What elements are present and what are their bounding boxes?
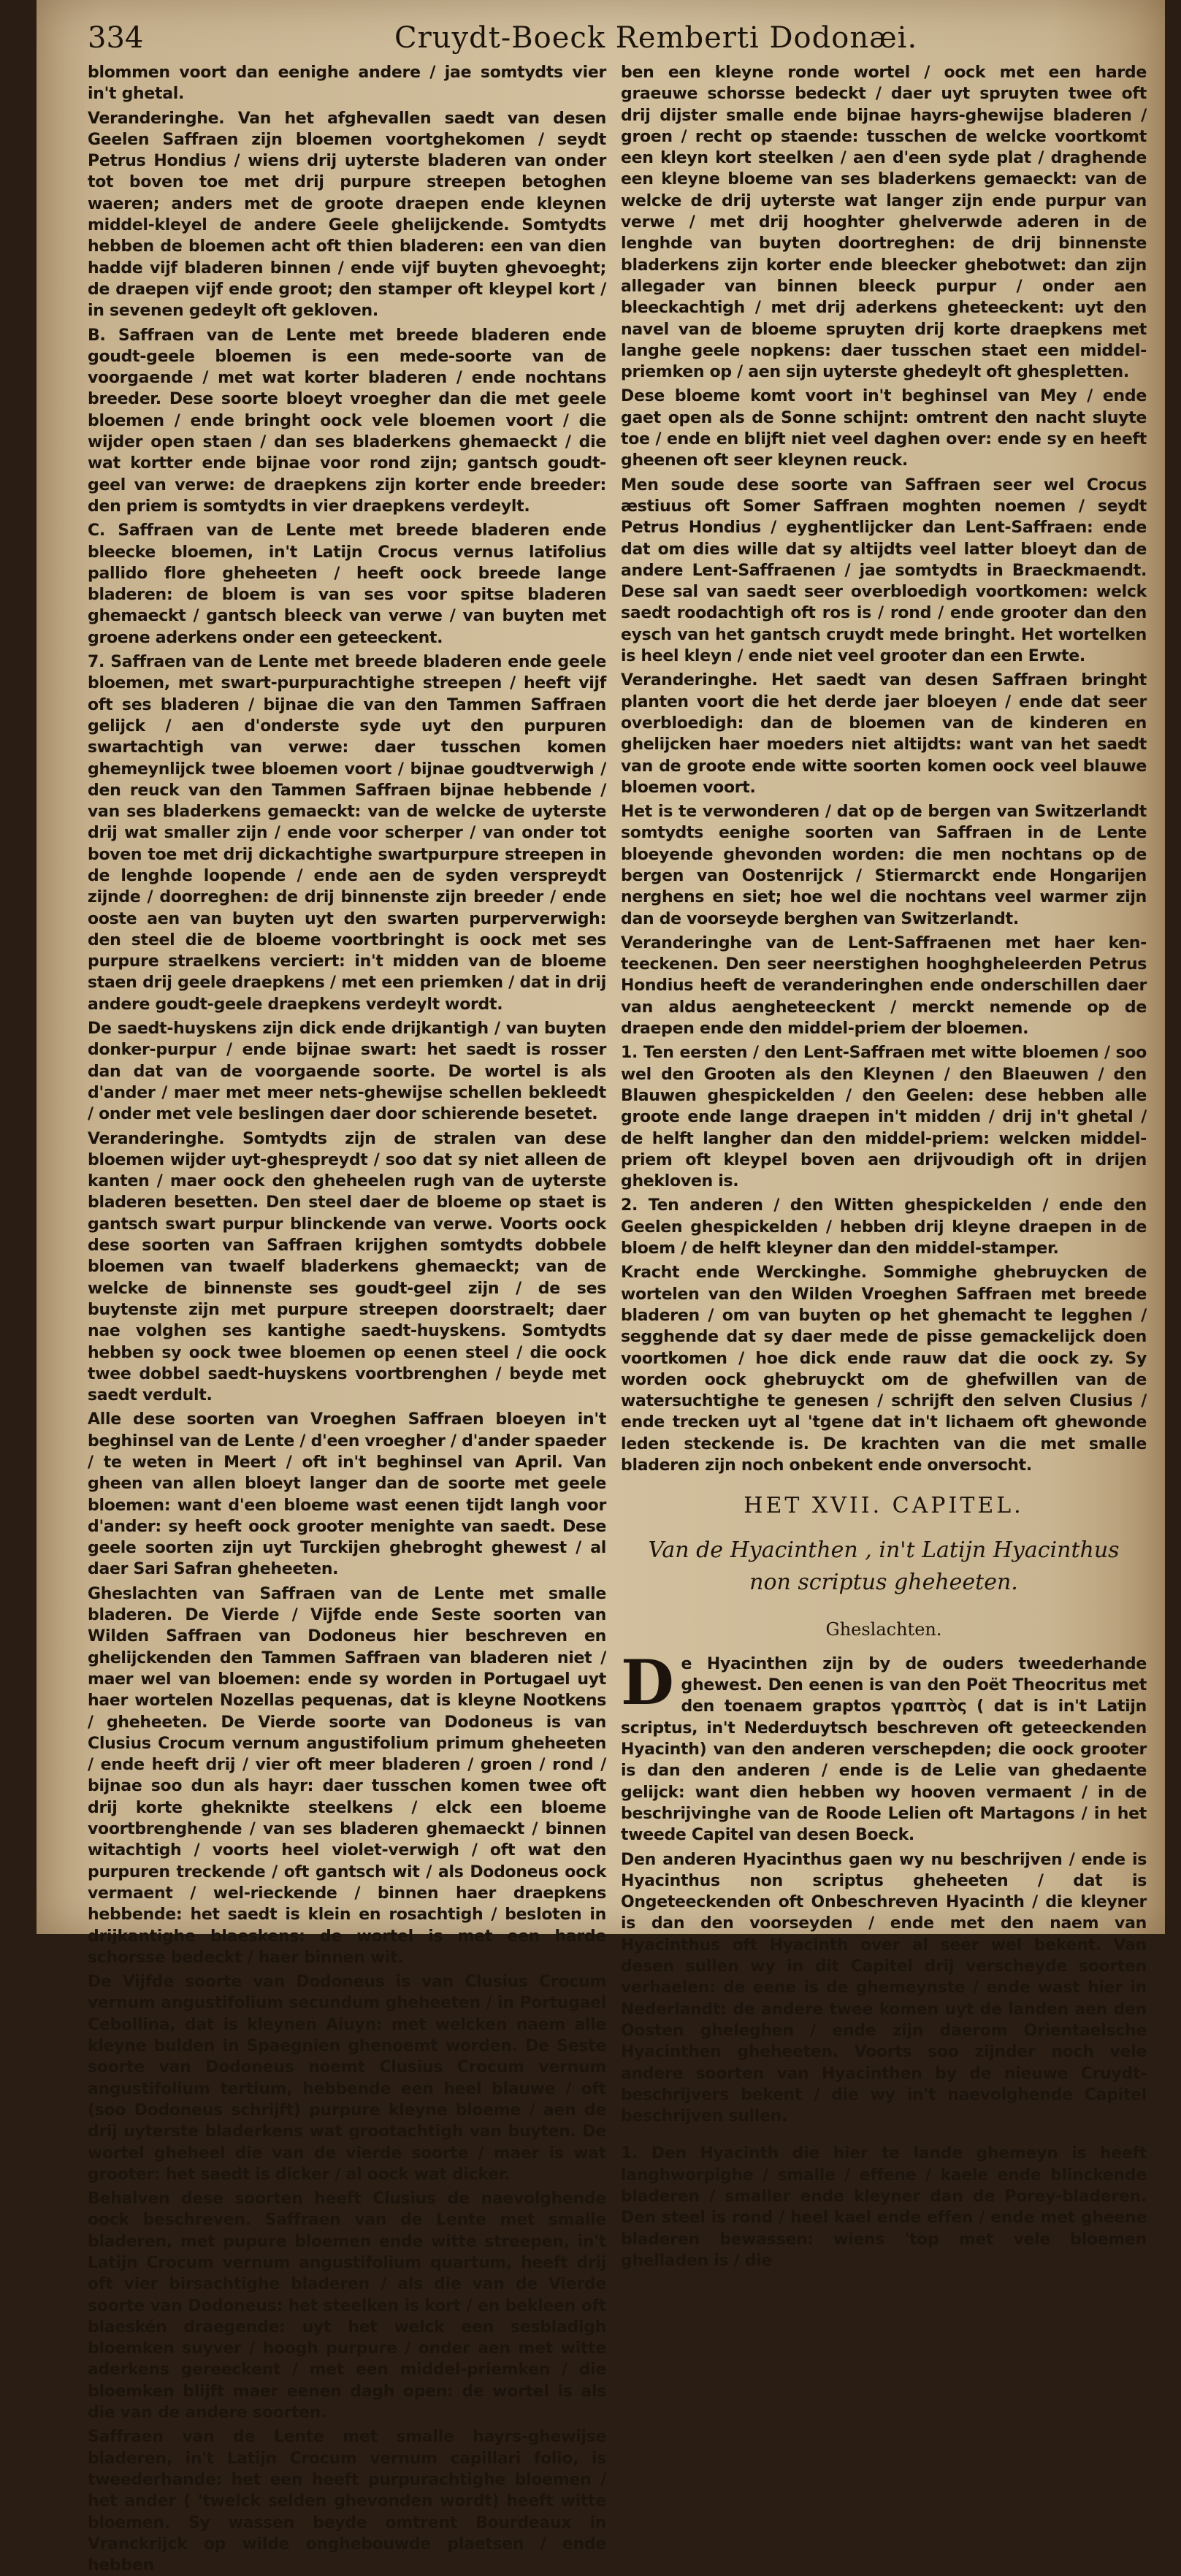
right-column <box>621 62 1147 2270</box>
paragraph: Dese bloeme komt voort in't beghinsel van Mey / ende gaet open als de Sonne schijnt: omtrent den nacht sluyte toe / ende en blijft niet veel daghen over: ende sy en heeft gheenen oft seer kleynen reuck. <box>621 387 1147 470</box>
paragraph: Saffraen van de Lente met smalle hayrs-ghewijse bladeren, in't Latijn Crocum vernum capillari folio, is tweederhande: het een heeft purpurachtighe bloemen / het ander ( 'twelck selden ghevonden wordt) heeft witte bloemen. Sy wassen beyde omtrent Bourdeaux in Vranckrijck op wilde onghebouwde plaetsen / ende hebben <box>88 2428 606 2575</box>
paragraph: blommen voort dan eenighe andere / jae somtydts vier in't ghetal. <box>88 64 606 104</box>
paragraph: Veranderinghe. Het saedt van desen Saffraen bringht planten voort die het derde jaer bloeyen / ende dat seer overbloedigh: dan de bloemen van de kinderen en ghelijcken haer moeders niet altijdts: want van het saedt van de groote ende witte soorten komen oock veel blauwe bloemen voort. <box>621 671 1147 797</box>
paragraph: Alle dese soorten van Vroeghen Saffraen bloeyen in't beghinsel van de Lente / d'een vroegher / d'ander spaeder / te weten in Meert / oft in't beghinsel van April. Van gheen van allen bloeyt langer dan de soorte met geele bloemen: want d'een bloeme wast eenen tijdt langh voor d'ander: sy heeft oock grooter menighte van saedt. Dese geele soorten zijn uyt Turckijen ghebroght ghewest / al daer Sari Safran gheheeten. <box>88 1410 606 1579</box>
chapter-subtitle <box>621 1534 1147 1599</box>
left-column <box>88 62 606 2575</box>
paragraph: Kracht ende Werckinghe. Sommighe ghebruycken de wortelen van den Wilden Vroeghen Saffraen met breede bladeren / om van buyten op het ghemacht te legghen / segghende dat sy daer mede de pisse gemackelijck doen voortkomen / hoe dick ende rauw dat die oock zy. Sy worden oock ghebruyckt om de ghefwillen van de watersuchtighe te genesen / schrijft den selven Clusius / ende trecken uyt al 'tgene dat in't lichaem oft ghewonde leden steckende is. De krachten van die met smalle bladeren zijn noch onbekent ende onversocht. <box>621 1264 1147 1475</box>
paragraph: Den anderen Hyacinthus gaen wy nu beschrijven / ende is Hyacinthus non scriptus gheheeten / dat is Ongeteeckenden oft Onbeschreven Hyacinth / die kleyner is dan den voorseyden / ende met den naem van Hyacinthus oft Hyacinth over al seer wel bekent. Van desen sullen wy in dit Capitel drij verscheyde soorten verhaelen: de eene is de ghemeynste / ende wast hier in Nederlandt: de andere twee komen uyt de landen aen den Oosten gheleghen / ende zijn daerom Orientaelsche Hyacinthen gheheeten. Voorts soo zijnder noch vele andere soorten van Hyacinthen by de nieuwe Cruydt-beschrijvers bekent / die wy in't naevolghende Capitel beschrijven sullen. <box>621 1850 1147 2126</box>
paragraph-with-dropcap <box>621 1646 1147 1846</box>
paragraph: 2. Ten anderen / den Witten ghespickelden / ende den Geelen ghespickelden / hebben drij kleyne draepen in de bloem / de helft kleyner dan den middel-stamper. <box>621 1196 1147 1258</box>
paragraph: Veranderinghe van de Lent-Saffraenen met haer ken-teeckenen. Den seer neerstighen hooghgheleerden Petrus Hondius heeft de veranderinghen ende onderschillen daer van aldus aengheteeckent / merckt nemende op de draepen ende den middel-priem der bloemen. <box>621 933 1147 1039</box>
paragraph: Veranderinghe. Van het afghevallen saedt van desen Geelen Saffraen zijn bloemen voortghekomen / seydt Petrus Hondius / wiens drij uyterste bladeren van onder tot boven toe met drij purpure streepen betoghen waeren; anders met de groote draepen ende kleynen middel-kleyel de andere Geele ghelijckende. Somtydts hebben de bloemen acht oft thien bladeren: een van dien hadde vijf bladeren binnen / ende vijf buyten ghevoeght; de draepen vijf ende groot; den stamper oft kleypel kort / in sevenen gedeylt oft gekloven. <box>88 109 606 321</box>
chapter-subtitle-line: non scriptus gheheeten. <box>749 1569 1018 1595</box>
paragraph: Het is te verwonderen / dat op de bergen van Switzerlandt somtydts eenighe soorten van Saffraen in de Lente bloeyende ghevonden worden: die men nochtans op de bergen van Oostenrijck / Stiermarckt ende Hongarijen nerghens en siet; hoe wel die nochtans veel warmer zijn dan de voorseyde berghen van Switzerlandt. <box>621 803 1147 928</box>
paragraph: Men soude dese soorte van Saffraen seer wel Crocus æstiuus oft Somer Saffraen moghten noemen / seydt Petrus Hondius / eyghentlijcker dan Lent-Saffraen: ende dat om dies wille dat sy altijdts veel latter bloeyt dan de andere Lent-Saffraenen / jae somtydts in Braeckmaendt. Dese sal van saedt seer overbloedigh voortkomen: welck saedt roodachtigh oft ros is / rond / ende grooter dan den eysch van het gantsch cruydt mede bringht. Het wortelken is heel kleyn / ende niet veel grooter dan een Erwte. <box>621 475 1147 666</box>
paragraph: De Vijfde soorte van Dodoneus is van Clusius Crocum vernum angustifolium secundum gheheeten / in Portugael Cebollina, dat is kleynen Aiuyn: met welcken naem alle kleyne bulden in Spaegnien ghenoemt worden. De Seste soorte van Dodoneus noemt Clusius Crocum vernum angustifolium tertium, hebbende een heel blauwe / oft (soo Dodoneus schrijft) purpure kleyne bloeme / aen de drij uyterste bladerkens wat grootachtigh van buyten. De wortel gheheel die van de vierde soorte / maer is wat grooter: het saedt is dicker / al oock wat dicker. <box>88 1973 606 2184</box>
drop-cap: D <box>621 1646 674 1719</box>
paragraph: C. Saffraen van de Lente met breede bladeren ende bleecke bloemen, in't Latijn Crocus vernus latifolius pallido flore gheheeten / heeft oock breede lange bladeren: de bloem is van ses voor spitse bladeren ghemaeckt / gantsch bleeck van verwe / van buyten met groene aderkens onder een geteeckent. <box>88 521 606 647</box>
paragraph: 1. Ten eersten / den Lent-Saffraen met witte bloemen / soo wel den Grooten als den Kleynen / den Blaeuwen / den Blauwen ghespickelden / den Geelen: dese hebben alle groote ende lange draepen in't midden / drij in't ghetal / de helft langher dan den middel-priem: welcken middel-priem oft kleypel boven aen drijvoudigh oft in drijen ghekloven is. <box>621 1044 1147 1191</box>
section-heading: Gheslachten. <box>825 1618 942 1640</box>
page-header <box>88 18 1161 62</box>
paragraph: Gheslachten van Saffraen van de Lente met smalle bladeren. De Vierde / Vijfde ende Seste soorten van Wilden Saffraen van Dodoneus hier beschreven en ghelijckenden den Tammen Saffraen van bladeren niet / maer wel van bloemen: ende sy worden in Portugael uyt haer wortelen Nozellas pequenas, dat is kleyne Nootkens / gheheeten. De Vierde soorte van Dodoneus is van Clusius Crocum vernum angustifolium primum gheheeten / ende heeft drij / vier oft meer bladeren / groen / rond / bijnae soo dun als hayr: daer tusschen komen twee oft drij korte gheknikte steelkens / elck een bloeme voortbrenghende / van ses bladeren ghemaeckt / binnen witachtigh / voorts heel violet-verwigh / oft wat den purpuren treckende / oft gantsch wit / als Dodoneus oock vermaent / wel-rieckende / binnen haer draepkens hebbende: het saedt is klein en rosachtigh / besloten in drijkantighe blaeskens: de wortel is met een harde schorsse bedeckt / haer binnen wit. <box>88 1584 606 1967</box>
page-number: 334 <box>88 21 144 55</box>
paragraph-text: e Hyacinthen zijn by de ouders tweederhande ghewest. Den eenen is van den Poët Theocritus met den toenaem graptos γραπτὸς ( dat is in't Latijn scriptus, in't Nederduytsch beschreven oft geteeckenden Hyacinth) van den anderen verschepden; die oock grooter is dan den anderen / ende is de Lelie van ghedaente gelijck: want dien hebben wy hooven vermaent / in de beschrijvinghe van de Roode Lelien oft Martagons / in het tweede Capitel van desen Boeck. <box>621 1654 1147 1845</box>
paragraph: B. Saffraen van de Lente met breede bladeren ende goudt-geele bloemen is een mede-soorte van de voorgaende / met wat korter bladeren / ende nochtans breeder. Dese soorte bloeyt vroegher dan die met geele bloemen / ende bringht oock vele bloemen voort / die wijder open staen / dan ses bladerkens ghemaeckt / die wat kortter ende bijnae voor rond zijn; gantsch goudt-geel van verwe: de draepkens zijn korter ende breeder: den priem is somtydts in vier draepkens verdeylt. <box>88 326 606 516</box>
paragraph: 7. Saffraen van de Lente met breede bladeren ende geele bloemen, met swart-purpurachtighe streepen / heeft vijf oft ses bladeren / bijnae die van den Tammen Saffraen gelijck / aen d'onderste syde uyt den purpuren swartachtigh van verwe: daer tusschen komen ghemeynlijck twee bloemen voort / bijnae goudtverwigh / den reuck van den Tammen Saffraen bijnae hebbende / van ses bladerkens gemaeckt: van de welcke de uyterste drij wat smaller zijn / ende voor scherper / van onder tot boven toe met drij dickachtighe swartpurpure streepen in de lenghde loopende / ende aen de syden verspreydt zijnde / doorreghen: de drij binnenste zijn breeder / ende ooste aen van buyten uyt den swarten purperverwigh: den steel die de bloeme voortbringht is oock met ses purpure straelkens verciert: in't midden van de bloeme staen drij geele draepkens / met een priemken / dat in drij andere goudt-geele draepkens verdeylt wordt. <box>88 653 606 1014</box>
paragraph: Behalven dese soorten heeft Clusius de naevolghende oock beschreven. Saffraen van de Lente met smalle bladeren, met pupure bloemen ende witte streepen, in't Latijn Crocum vernum angustifolium quartum, heeft drij oft vier birsachtighe bladeren / als die van de Vierde soorte van Dodoneus: het steelken is kort / en bekleen oft blaeskén draegende: uyt het welck een sesbladigh bloemken suyver / hoogh purpure / onder aen met witte aderkens gereeckent / met een middel-priemken / die bloemken blijft maer eenen dagh open: de wortel is als die van de andere soorten. <box>88 2190 606 2423</box>
book-page <box>37 0 1165 2575</box>
paragraph: De saedt-huyskens zijn dick ende drijkantigh / van buyten donker-purpur / ende bijnae swart: het saedt is rosser dan dat van de voorgaende soorte. De wortel is als d'ander / maer met meer nets-ghewijse schellen bekleedt / onder met vele beslingen daer door schierende besetet. <box>88 1020 606 1124</box>
paragraph: 1. Den Hyacinth die hier te lande ghemeyn is heeft langhworpighe / smalle / effene / kaele ende blinckende bladeren / smaller ende kleyner dan de Porey-bladeren. Den steel is rond / heel kael ende effen / ende met gheene bladeren bewassen: wiens 'top met vele bloemen ghelladen is / die <box>621 2144 1147 2270</box>
divider <box>621 2133 1147 2134</box>
running-title: Cruydt-Boeck Remberti Dodonæi. <box>394 21 918 55</box>
paragraph: Veranderinghe. Somtydts zijn de stralen van dese bloemen wijder uyt-ghespreydt / soo dat sy niet alleen de kanten / maer oock den gheheelen rugh van de uyterste bladeren besetten. Den steel daer de bloeme op staet is gantsch swart purpur blinckende van verwe. Voorts oock dese soorten van Saffraen krijghen somtydts dobbele bloemen van twaelf bladerkens ghemaeckt; van de welcke de binnenste ses goudt-geel zijn / de ses buytenste zijn met purpure streepen doorstraelt; daer nae volghen ses kantighe saedt-huyskens. Somtydts hebben sy oock twee bloemen op eenen steel / die oock twee dobbel saedt-huyskens voortbrenghen / beyde met saedt verdult. <box>88 1129 606 1405</box>
chapter-title: HET XVII. CAPITEL. <box>744 1493 1024 1519</box>
paragraph: ben een kleyne ronde wortel / oock met een harde graeuwe schorsse bedeckt / daer uyt spruyten twee oft drij dijster smalle ende bijnae hayrs-ghewijse bladeren / groen / recht op staende: tusschen de welcke voortkomt een kleyn kort steelken / aen d'een syde plat / draghende een kleyne bloeme van ses bladerkens gemaeckt: van de welcke de drij uyterste wat langer zijn ende purpur van verwe / met drij hooghter ghelverwde aderen in de lenghde van buyten doortreghen: de drij binnenste bladerkens zijn korter ende bleecker ghebotwet: dan zijn allegader van binnen bleeck purpur / onder aen bleeckachtigh / met drij aderkens gheteeckent: uyt den navel van de bloeme spruyten drij korte draepkens met langhe geele nopkens: daer tusschen staet een middel-priemken op / aen sijn uyterste ghedeylt oft ghespletten. <box>621 64 1147 382</box>
chapter-subtitle-line: Van de Hyacinthen , in't Latijn Hyacinthus <box>648 1537 1120 1563</box>
